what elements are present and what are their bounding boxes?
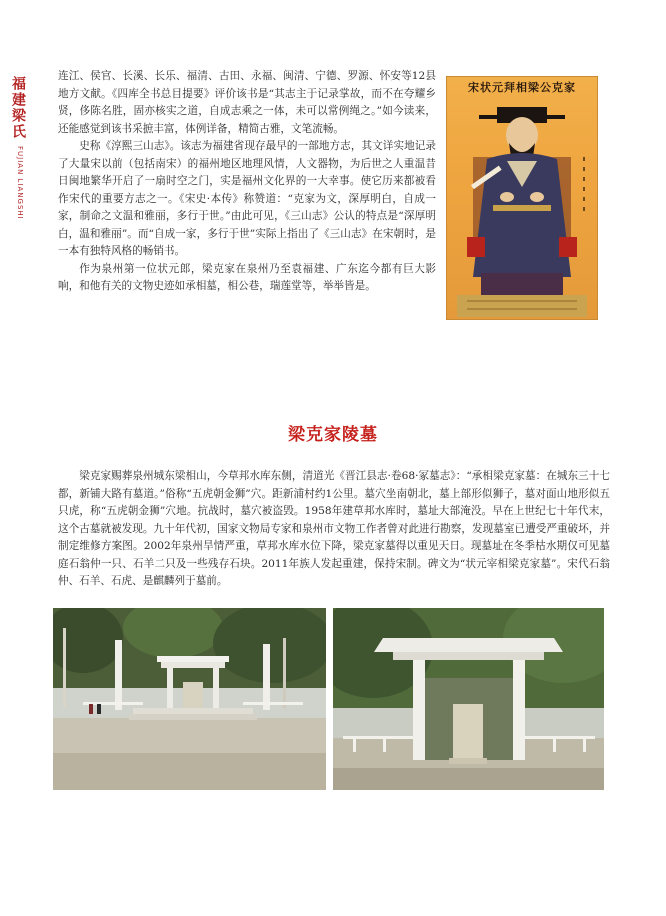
- brand-en: FUJIAN LIANGSHI: [16, 146, 24, 220]
- tomb-article: [58, 468, 610, 591]
- tomb-site-photo-wide: [53, 608, 326, 790]
- paragraph: 梁克家赐葬泉州城东梁相山，今草邦水库东侧，清道光《晋江县志·卷68·冢墓志》：“承相梁克家墓：在城东三十七都，新铺大路有墓道。”俗称“五虎朝金狮”穴。距新浦村约1公里。墓穴坐南朝北，墓上部形似狮子，墓对面山地形似五只虎，称“五虎朝金狮”穴地。抗战时，墓穴被盗毁。1958年建草邦水库时，墓址大部淹没。早在上世纪七十年代末，这个古墓就被发现。九十年代初，国家文物局专家和泉州市文物工作者曾对此进行勘察，发现墓室已遭受严重破坏，并制定维修方案图。2002年泉州旱情严重，草邦水库水位下降，梁克家墓得以重见天日。现墓址在冬季枯水期仅可见墓庭石翁仲一只、石羊二只及一些残存石块。2011年族人发起重建，保持宋制。碑文为“状元宰相梁克家墓”。宋代石翁仲、石羊、石虎、是麒麟列于墓前。: [58, 470, 610, 587]
- top-article: [58, 68, 436, 296]
- paragraph: 连江、侯官、长溪、长乐、福清、古田、永福、闽清、宁德、罗源、怀安等12县地方文献。《四库全书总目提要》评价该书是“其志主于记录掌故，而不在夸耀乡贤，侈陈名胜，固亦核实之道，自成志乘之一体，未可以常例绳之。”如今读来，还能感觉到该书采摭丰富，体例详备，精简古雅，文笔流畅。: [58, 70, 436, 135]
- portrait-painting: [446, 76, 598, 320]
- brand-cn: 福建梁氏: [10, 76, 26, 140]
- portrait-banner: 宋状元拜相梁公克家: [468, 81, 576, 94]
- tomb-site-photo-close: [333, 608, 604, 790]
- official-figure-illustration: [447, 77, 597, 319]
- paragraph: 作为泉州第一位状元郎，梁克家在泉州乃至袁福建、广东迄今都有巨大影响，和他有关的文物史迹如承相墓，相公巷，瑞莲堂等，举举皆是。: [58, 262, 436, 292]
- paragraph: 史称《淳熙三山志》。该志为福建省现存最早的一部地方志，其文详实地记录了大量宋以前（包括南宋）的福州地区地理风情，人文器物，为后世之人重温昔日闽地繁华开启了一扇时空之门，实是福州文化界的一大幸事。使它历来都被看作宋代的重要方志之一。《宋史·本传》称赞道：“克家为文，深厚明白，自成一家，制命之文温和雅丽，多行于世。”由此可见，《三山志》公认的特点是“深厚明白，温和雅丽”。而“自成一家，多行于世”实际上指出了《三山志》在宋朝时，是一本有独特风格的畅销书。: [58, 140, 436, 257]
- side-brand: [10, 76, 34, 220]
- section-title: 梁克家陵墓: [288, 425, 378, 445]
